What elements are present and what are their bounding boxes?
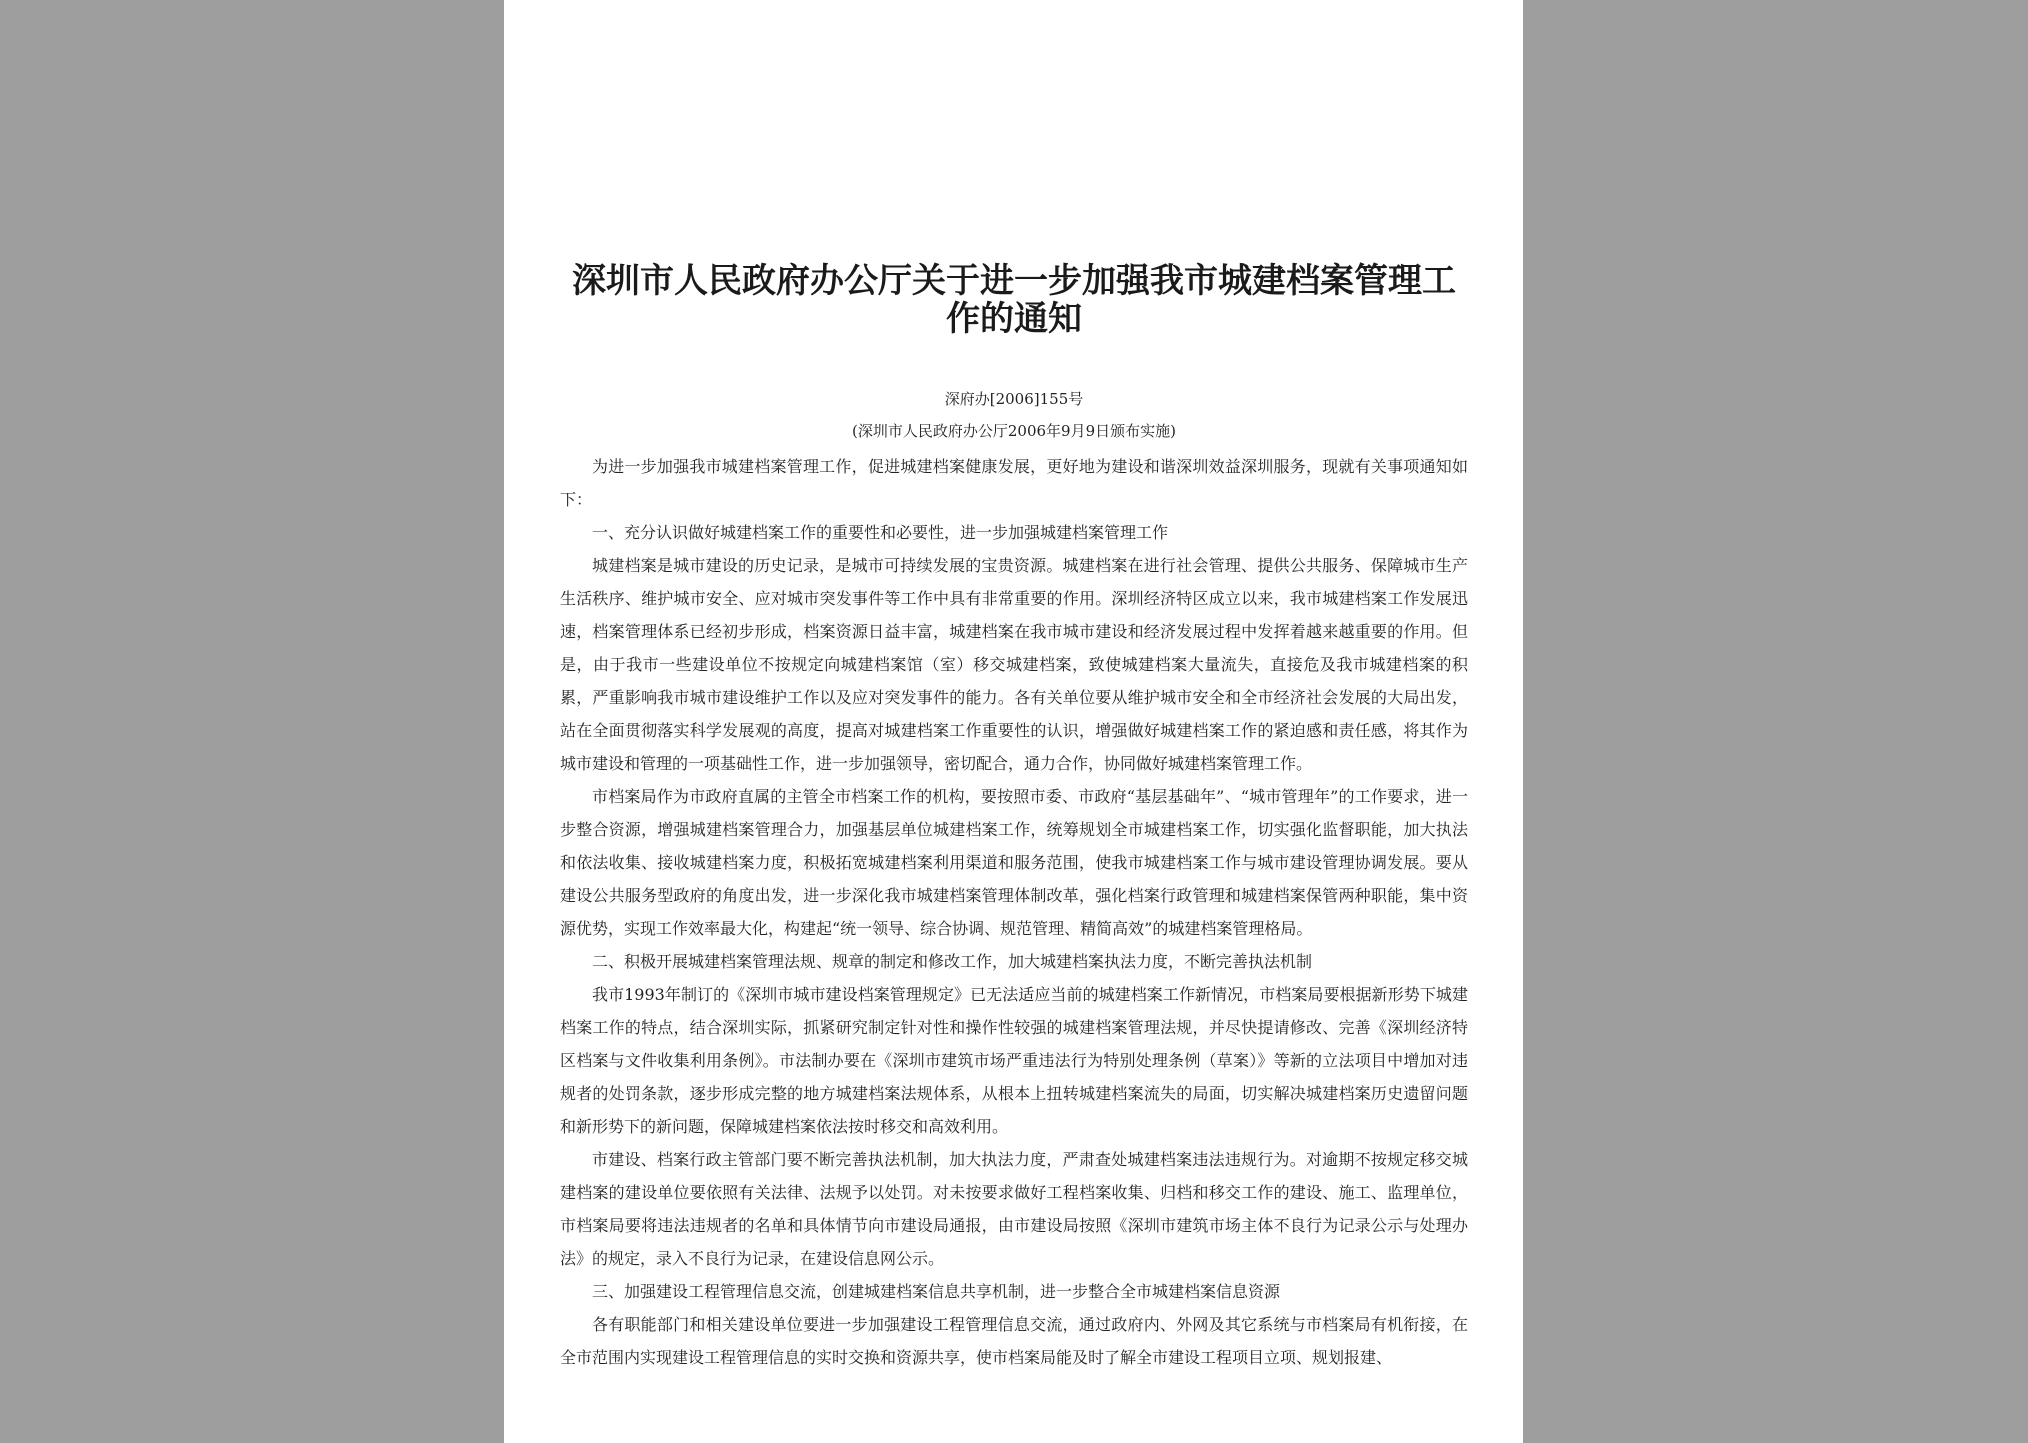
section-heading: 二、积极开展城建档案管理法规、规章的制定和修改工作，加大城建档案执法力度，不断完善执法机制 [592,952,1313,971]
paragraph: 我市1993年制订的《深圳市城市建设档案管理规定》已无法适应当前的城建档案工作新情况，市档案局要根据新形势下城建档案工作的特点，结合深圳实际，抓紧研究制定针对性和操作性较强的城建档案管理法规，并尽快提请修改、完善《深圳经济特区档案与文件收集利用条例》。市法制办要在《深圳市建筑市场严重违法行为特别处理条例（草案）》等新的立法项目中增加对违规者的处罚条款，逐步形成完整的地方城建档案法规体系，从根本上扭转城建档案流失的局面，切实解决城建档案历史遗留问题和新形势下的新问题，保障城建档案依法按时移交和高效利用。 [560,985,1468,1136]
paragraph: 各有职能部门和相关建设单位要进一步加强建设工程管理信息交流，通过政府内、外网及其它系统与市档案局有机衔接，在全市范围内实现建设工程管理信息的实时交换和资源共享，使市档案局能及时了解全市建设工程项目立项、规划报建、 [560,1315,1468,1367]
section-heading: 一、充分认识做好城建档案工作的重要性和必要性，进一步加强城建档案管理工作 [592,523,1169,542]
paragraph: 市档案局作为市政府直属的主管全市档案工作的机构，要按照市委、市政府“基层基础年”、“城市管理年”的工作要求，进一步整合资源，增强城建档案管理合力，加强基层单位城建档案工作，统筹规划全市城建档案工作，切实强化监督职能，加大执法和依法收集、接收城建档案力度，积极拓宽城建档案利用渠道和服务范围，使我市城建档案工作与城市建设管理协调发展。要从建设公共服务型政府的角度出发，进一步深化我市城建档案管理体制改革，强化档案行政管理和城建档案保管两种职能，集中资源优势，实现工作效率最大化，构建起“统一领导、综合协调、规范管理、精简高效”的城建档案管理格局。 [560,787,1468,938]
document-body [560,450,1468,1374]
paragraph: 城建档案是城市建设的历史记录，是城市可持续发展的宝贵资源。城建档案在进行社会管理、提供公共服务、保障城市生产生活秩序、维护城市安全、应对城市突发事件等工作中具有非常重要的作用。深圳经济特区成立以来，我市城建档案工作发展迅速，档案管理体系已经初步形成，档案资源日益丰富，城建档案在我市城市建设和经济发展过程中发挥着越来越重要的作用。但是，由于我市一些建设单位不按规定向城建档案馆（室）移交城建档案，致使城建档案大量流失，直接危及我市城建档案的积累，严重影响我市城市建设维护工作以及应对突发事件的能力。各有关单位要从维护城市安全和全市经济社会发展的大局出发，站在全面贯彻落实科学发展观的高度，提高对城建档案工作重要性的认识，增强做好城建档案工作的紧迫感和责任感，将其作为城市建设和管理的一项基础性工作，进一步加强领导，密切配合，通力合作，协同做好城建档案管理工作。 [560,556,1468,773]
document-number: 深府办[2006]155号 [944,390,1084,408]
paragraph: 为进一步加强我市城建档案管理工作，促进城建档案健康发展，更好地为建设和谐深圳效益深圳服务，现就有关事项通知如下： [560,457,1468,509]
section-heading: 三、加强建设工程管理信息交流，创建城建档案信息共享机制，进一步整合全市城建档案信息资源 [592,1282,1281,1301]
document-title: 深圳市人民政府办公厅关于进一步加强我市城建档案管理工作的通知 [572,261,1456,339]
issue-note: (深圳市人民政府办公厅2006年9月9日颁布实施) [852,422,1176,440]
document-page [504,0,1523,1443]
paragraph: 市建设、档案行政主管部门要不断完善执法机制，加大执法力度，严肃查处城建档案违法违规行为。对逾期不按规定移交城建档案的建设单位要依照有关法律、法规予以处罚。对未按要求做好工程档案收集、归档和移交工作的建设、施工、监理单位，市档案局要将违法违规者的名单和具体情节向市建设局通报，由市建设局按照《深圳市建筑市场主体不良行为记录公示与处理办法》的规定，录入不良行为记录，在建设信息网公示。 [560,1150,1468,1268]
